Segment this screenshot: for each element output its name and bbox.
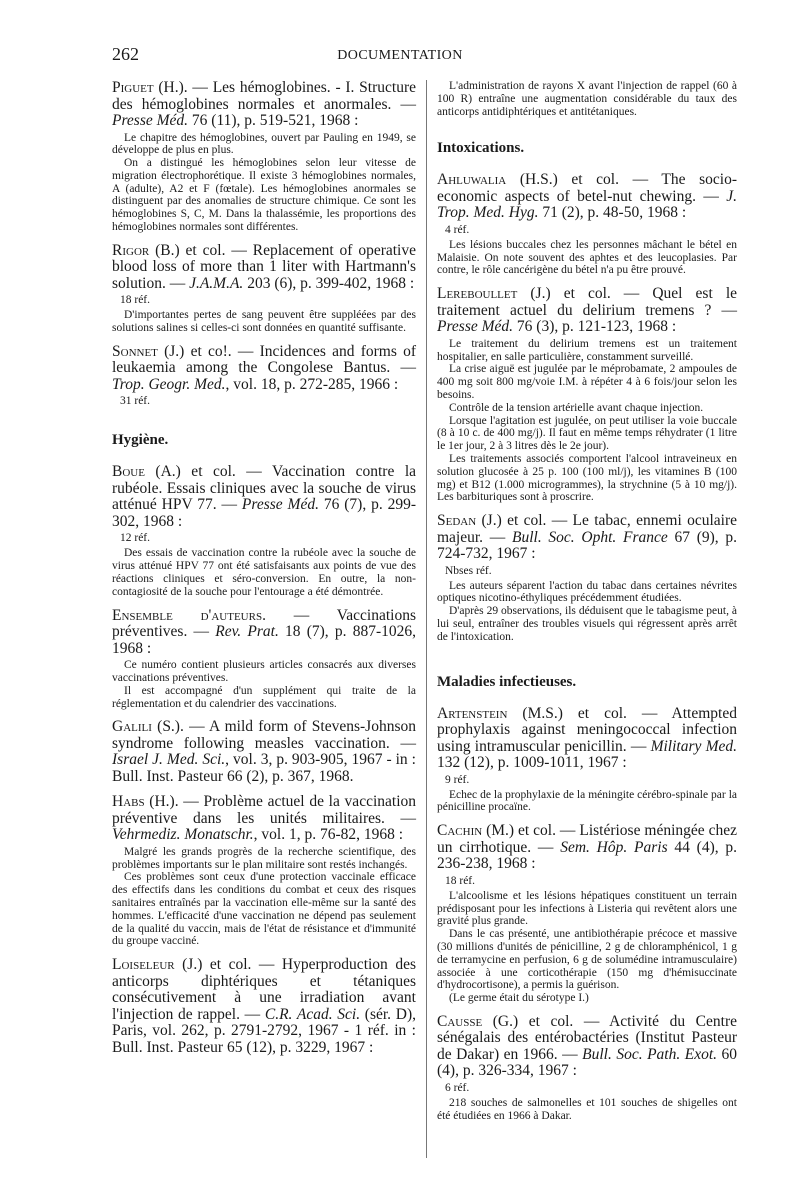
entry-journal: Israel J. Med. Sci.: [112, 751, 226, 769]
entry-journal: Trop. Geogr. Med.: [112, 375, 226, 393]
section-heading-intoxications: Intoxications.: [437, 140, 525, 157]
bibliography-entry: [112, 794, 416, 948]
bibliography-entry: [437, 823, 737, 1005]
entry-details: 60 (4), p. 326-334, 1967 :: [437, 1045, 738, 1080]
entry-title: — Problème actuel de la vaccination préventive dans les unités militaires. —: [112, 793, 416, 827]
entry-details: 76 (3), p. 121-123, 1968 :: [513, 318, 677, 336]
entry-journal: Presse Méd.: [437, 318, 514, 336]
summary-paragraph: On a distingué les hémoglobines selon leur vitesse de migration électrophorétique. Il existe 3 hémoglobines normales, A (adulte), A2 et F (fœtale). Les hémoglobines anormales se distinguent par des anomalies de structure chimique. Ce sont les hémoglobines S, C, M. Dans la thalassémie, les proportions des hémoglobines normales sont différentes.: [112, 157, 416, 234]
bibliography-entry: [112, 80, 416, 234]
entry-citation: [112, 243, 416, 293]
entry-details: 76 (7), p. 299-302, 1968 :: [112, 496, 416, 530]
summary-paragraph: Le chapitre des hémoglobines, ouvert par Pauling en 1949, se développe de plus en plus.: [112, 131, 416, 157]
summary-paragraph: (Le germe était du sérotype I.): [449, 992, 589, 1005]
entry-summary: [437, 789, 737, 815]
running-title: DOCUMENTATION: [337, 48, 463, 63]
entry-details: 18 (7), p. 887-1026, 1968 :: [112, 623, 416, 657]
bibliography-entry: [112, 344, 416, 409]
entry-title: — A mild form of Stevens-Johnson syndrome following measles vaccination. —: [112, 718, 416, 752]
summary-paragraph: Ce numéro contient plusieurs articles consacrés aux diverses vaccinations préventives.: [112, 659, 416, 684]
bibliography-entry: [437, 706, 737, 815]
entry-author: Rigor (B.): [112, 241, 180, 259]
bibliography-entry: [112, 719, 416, 785]
entry-details: 44 (4), p. 236-238, 1968 :: [437, 838, 737, 873]
entry-ref-count: 9 réf.: [445, 773, 470, 786]
entry-ref-count: 12 réf.: [120, 532, 151, 545]
entry-author: Habs (H.).: [112, 793, 179, 811]
summary-paragraph: Lorsque l'agitation est jugulée, on peut utiliser la voie buccale (8 à 10 c. de 400 mg/j). Il faut en même temps réhydrater (1 litre le 1er jour, 2 à 3 litres dès le 2e jour).: [437, 414, 737, 453]
entry-author: Cachin (M.): [437, 822, 515, 840]
entry-summary: [112, 132, 416, 234]
entries-intoxications: [437, 172, 737, 643]
entry-ref-count: Nbses réf.: [445, 564, 492, 577]
entry-author: Loiseleur (J.): [112, 956, 203, 974]
entries-hygiene: [112, 464, 416, 1056]
entries-maladies: [437, 706, 737, 1123]
entry-author: Artenstein (M.S.): [437, 704, 563, 722]
bibliography-entry: [437, 513, 737, 643]
entry-details: 132 (12), p. 1009-1011, 1967 :: [437, 754, 627, 772]
entry-details: , vol. 18, p. 272-285, 1966 :: [225, 375, 399, 393]
summary-paragraph: Les lésions buccales chez les personnes mâchant le bétel en Malaisie. On note souvent des aphtes et des leucoplasies. Par contre, le rôle cancérigène du bétel n'a pu être prouvé.: [437, 238, 737, 277]
entry-title: et col. — Listériose méningée chez un cirrhotique. —: [437, 822, 737, 856]
summary-paragraph: Le traitement du delirium tremens est un traitement hospitalier, en salle particulière, constamment surveillé.: [437, 337, 737, 363]
summary-paragraph: Les auteurs séparent l'action du tabac dans certaines névrites optiques nicotino-éthyliques précédemment étudiées.: [437, 579, 737, 605]
entry-details: 71 (2), p. 48-50, 1968 :: [538, 204, 687, 222]
entry-citation: [112, 794, 416, 844]
entry-summary: [112, 309, 416, 335]
entry-title: — Les hémoglobines. - I. Structure des hémoglobines normales et anormales. —: [112, 79, 416, 113]
summary-paragraph: Les traitements associés comportent l'alcool intraveineux en solution glucosée à 25 p. 100 (100 ml/j), les vitamines B (100 mg) et B12 (1.000 microgrammes), la strychnine (5 à 10 mg/j). Les barbituriques sont à proscrire.: [437, 452, 737, 504]
page-number: 262: [112, 44, 139, 64]
summary-paragraph: D'importantes pertes de sang peuvent être suppléées par des solutions salines si celles-ci sont données en quantité suffisante.: [112, 309, 416, 335]
entry-author: Sonnet (J.): [112, 342, 185, 360]
entry-journal: Bull. Soc. Path. Exot.: [582, 1045, 718, 1063]
entry-title: et col. — Activité du Centre sénégalais des entérobactéries (Institut Pasteur de Dakar) en 1966. —: [437, 1012, 737, 1063]
entry-title: et co!. — Incidences and forms of leukaemia among the Congolese Bantus. —: [112, 342, 417, 377]
entry-citation: [112, 464, 416, 530]
entry-citation: [437, 513, 737, 563]
entry-title: et col. — Attempted prophylaxis against meningococcal infection using intramuscular penicillin. —: [437, 704, 737, 755]
entry-summary: [112, 547, 416, 598]
entry-title: et col. — Quel est le traitement actuel du delirium tremens ? —: [437, 285, 738, 319]
bibliography-entry: [112, 608, 416, 711]
entry-journal: Bull. Soc. Opht. France: [512, 528, 668, 546]
entry-journal: Presse Méd.: [241, 496, 319, 514]
entry-details: 203 (6), p. 399-402, 1968 :: [243, 274, 415, 292]
right-column: [437, 80, 737, 1131]
entry-citation: [437, 172, 737, 222]
entry-author: Galili (S.).: [112, 718, 184, 736]
entry-summary: [437, 338, 737, 504]
entry-summary: [437, 890, 737, 1005]
section-heading-hygiene: Hygiène.: [112, 432, 169, 449]
entry-journal: C.R. Acad. Sci.: [264, 1005, 361, 1023]
entry-summary: [112, 659, 416, 710]
entry-citation: [437, 706, 737, 772]
entry-citation: [112, 608, 416, 658]
summary-paragraph: Il est accompagné d'un supplément qui traite de la réglementation et du calendrier des vaccinations.: [112, 684, 416, 710]
entry-journal: Sem. Hôp. Paris: [560, 838, 668, 856]
left-column: [112, 80, 416, 1065]
entry-journal: Military Med.: [650, 737, 737, 755]
entry-citation: [112, 344, 416, 394]
bibliography-entry: [112, 243, 416, 335]
entry-journal: Presse Méd.: [112, 112, 189, 129]
entry-ref-count: 4 réf.: [445, 223, 470, 236]
entry-author: Lereboullet (J.): [437, 285, 551, 303]
section-heading-maladies-infectieuses: Maladies infectieuses.: [437, 673, 577, 690]
summary-paragraph: L'administration de rayons X avant l'injection de rappel (60 à 100 R) entraîne une augmentation considérable du taux des anticorps antidiphtériques et antitétaniques.: [437, 80, 737, 118]
entry-title: et col. — Replacement of operative blood loss of more than 1 liter with Hartmann's solution. —: [112, 241, 416, 292]
entry-title: et col. — The socio-economic aspects of betel-nut chewing. —: [437, 171, 737, 205]
bibliography-entry: [437, 1014, 737, 1123]
entry-details: 76 (11), p. 519-521, 1968 :: [188, 112, 359, 129]
entry-citation: [437, 823, 737, 873]
entry-citation: [112, 719, 416, 785]
entry-journal: Rev. Prat.: [215, 623, 279, 641]
summary-paragraph: La crise aiguë est jugulée par le méprobamate, 2 ampoules de 400 mg soit 800 mg/voie I.M. à répéter 4 à 6 fois/jour selon les besoins.: [437, 363, 737, 401]
entry-citation: [437, 1014, 737, 1080]
entry-title: et col. — Le tabac, ennemi oculaire majeur. —: [437, 512, 737, 546]
entry-summary: [112, 846, 416, 948]
summary-paragraph: 218 souches de salmonelles et 101 souches de shigelles ont été étudiées en 1966 à Dakar.: [437, 1096, 737, 1122]
bibliography-entry: [112, 464, 416, 598]
entry-summary: [437, 239, 737, 277]
bibliography-entry: [437, 286, 737, 504]
summary-paragraph: Contrôle de la tension artérielle avant chaque injection.: [449, 401, 704, 414]
entry-author: Boue (A.): [112, 463, 181, 481]
summary-paragraph: Des essais de vaccination contre la rubéole avec la souche de virus atténué HPV 77 ont été satisfaisants aux points de vue des réactions cliniques et séro-conversion. En outre, la non-contagiosité de la souche pour l'entourage a été démontrée.: [112, 547, 416, 598]
summary-paragraph: Echec de la prophylaxie de la méningite cérébro-spinale par la pénicilline procaïne.: [437, 788, 737, 814]
column-divider: [426, 80, 427, 1158]
entry-details: , vol. 3, p. 903-905, 1967 - in : Bull. Inst. Pasteur 66 (2), p. 367, 1968.: [112, 751, 416, 785]
summary-paragraph: L'alcoolisme et les lésions hépatiques constituent un terrain prédisposant pour les infections à Listeria qui revêtent alors une gravité plus grande.: [437, 889, 737, 928]
summary-paragraph: Ces problèmes sont ceux d'une protection vaccinale efficace des effectifs dans les conditions du combat et ceux des risques sanitaires entraînés par la vaccination elle-même sur la santé des hommes. L'efficacité d'une vaccination ne dépend pas seulement de la qualité du vaccin, mais de l'état de résistance et d'immunité du groupe vacciné.: [112, 871, 416, 948]
entry-journal: J.A.M.A.: [189, 274, 244, 292]
bibliography-entry: [112, 957, 416, 1056]
entry-ref-count: 18 réf.: [120, 294, 151, 307]
entry-citation: [112, 80, 416, 130]
summary-paragraph: Malgré les grands progrès de la recherche scientifique, des problèmes importants sur le plan militaire sont restés inchangés.: [112, 845, 416, 871]
entry-citation: [112, 957, 416, 1056]
entry-author: Ensemble d'auteurs.: [112, 606, 266, 624]
entry-summary: [437, 580, 737, 644]
entry-title: et col. — Hyperproduction des anticorps diphtériques et tétaniques consécutivement à une irradiation avant l'injection de rappel. —: [112, 956, 416, 1023]
summary-paragraph: D'après 29 observations, ils déduisent que le tabagisme peut, à lui seul, entraîner des troubles visuels qui régressent après arrêt de l'intoxication.: [437, 605, 737, 643]
entry-author: Sedan (J.): [437, 512, 502, 530]
continued-summary: [437, 80, 737, 118]
entry-title: et col. — Vaccination contre la rubéole. Essais cliniques avec la souche de virus atténué HPV 77. —: [112, 463, 417, 514]
entry-ref-count: 31 réf.: [120, 395, 151, 408]
entry-details: , vol. 1, p. 76-82, 1968 :: [253, 826, 404, 844]
entry-title: — Vaccinations préventives. —: [112, 606, 416, 641]
entry-ref-count: 6 réf.: [445, 1081, 470, 1094]
entries-top: [112, 80, 416, 408]
entry-journal: Vehrmediz. Monatschr.: [112, 826, 254, 844]
entry-ref-count: 18 réf.: [445, 874, 476, 887]
entry-journal: J. Trop. Med. Hyg.: [437, 187, 737, 222]
entry-details: (sér. D), Paris, vol. 262, p. 2791-2792, 1967 - 1 réf. in : Bull. Inst. Pasteur 65 (12), p. 3229, 1967 :: [112, 1005, 416, 1056]
entry-citation: [437, 286, 737, 336]
bibliography-entry: [437, 172, 737, 277]
entry-summary: [437, 1097, 737, 1123]
summary-paragraph: Dans le cas présenté, une antibiothérapie précoce et massive (30 millions d'unités de pénicilline, 2 g de chloramphénicol, 1 g de terramycine en perfusion, 6 g de solumédine intramusculaire) associée à une corticothérapie (150 mg d'hémisuccinate d'hydrocortisone), a permis la guérison.: [437, 928, 737, 992]
entry-author: Piguet (H.).: [112, 79, 188, 96]
entry-author: Causse (G.): [437, 1012, 519, 1030]
entry-author: Ahluwalia (H.S.): [437, 171, 558, 189]
entry-details: 67 (9), p. 724-732, 1967 :: [437, 528, 737, 563]
